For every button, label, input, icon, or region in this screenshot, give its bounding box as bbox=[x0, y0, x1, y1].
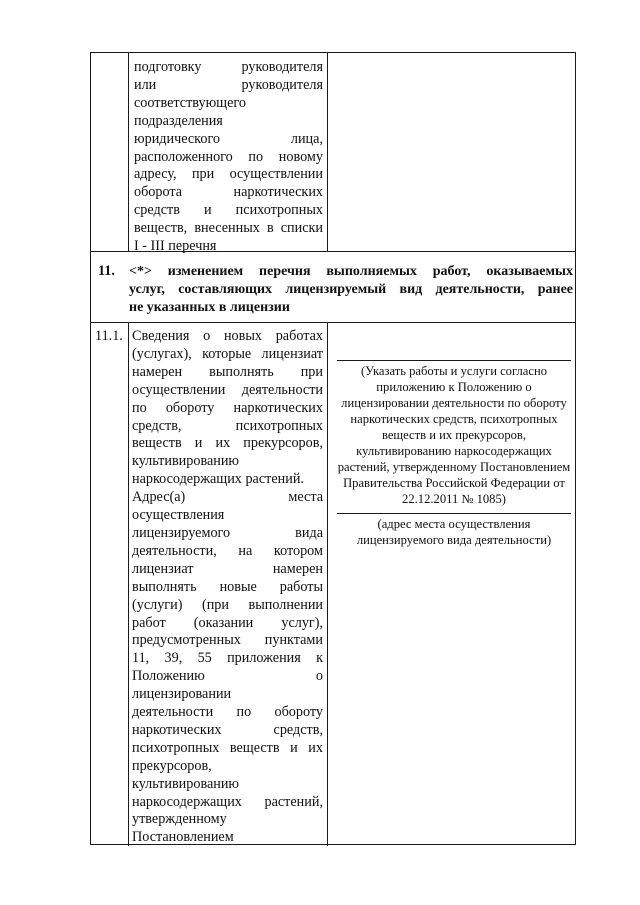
column-border-middle-lower bbox=[327, 322, 328, 846]
form-table bbox=[90, 52, 576, 845]
address-fill-line bbox=[337, 513, 571, 514]
row-11-1-description: Сведения о новых работах (услугах), которые лицензиат намерен выполнять при осуществлении деятельности по обороту наркотических средств, психотропных веществ и их прекурсоров, культивированию наркосодержащих растений. Адрес(а) места осуществления лицензируемого вида деятельности, на котором лицензиат намерен выполнять новые работы (услуги) (при выполнении работ (оказании услуг), предусмотренных пунктами 11, 39, 55 приложения к Положению о лицензировании деятельности по обороту наркотических средств, психотропных веществ и их прекурсоров, культивированию наркосодержащих растений, утвержденному Постановлением bbox=[132, 328, 323, 846]
row-number-11-1: 11.1. bbox=[95, 328, 123, 344]
column-border-left-lower bbox=[128, 322, 129, 846]
address-hint: (адрес места осуществления лицензируемого вида деятельности) bbox=[356, 517, 552, 547]
row-border bbox=[91, 322, 575, 323]
column-border-middle bbox=[327, 53, 328, 251]
prev-row-description: подготовку руководителя или руководителя соответствующего подразделения юридического лица, расположенного по новому адресу, при осуществлении оборота наркотических средств и психотропных веществ, внесенных в списки I - III перечня bbox=[134, 59, 323, 255]
column-border-left bbox=[128, 53, 129, 251]
works-fill-line bbox=[337, 360, 571, 361]
row-number-11: 11. bbox=[98, 263, 115, 279]
section-heading-11: <*> изменением перечня выполняемых работ, оказываемых услуг, составляющих лицензируемый вид деятельности, ранее не указанных в лицензии bbox=[129, 264, 573, 315]
works-hint: (Указать работы и услуги согласно приложению к Положению о лицензировании деятельности по обороту наркотических средств, психотропных веществ и их прекурсоров, культивированию наркосодержащих растений, утвержденному Постановлением Правительства Российской Федерации от 22.12.2011 № 1085) bbox=[337, 364, 571, 506]
